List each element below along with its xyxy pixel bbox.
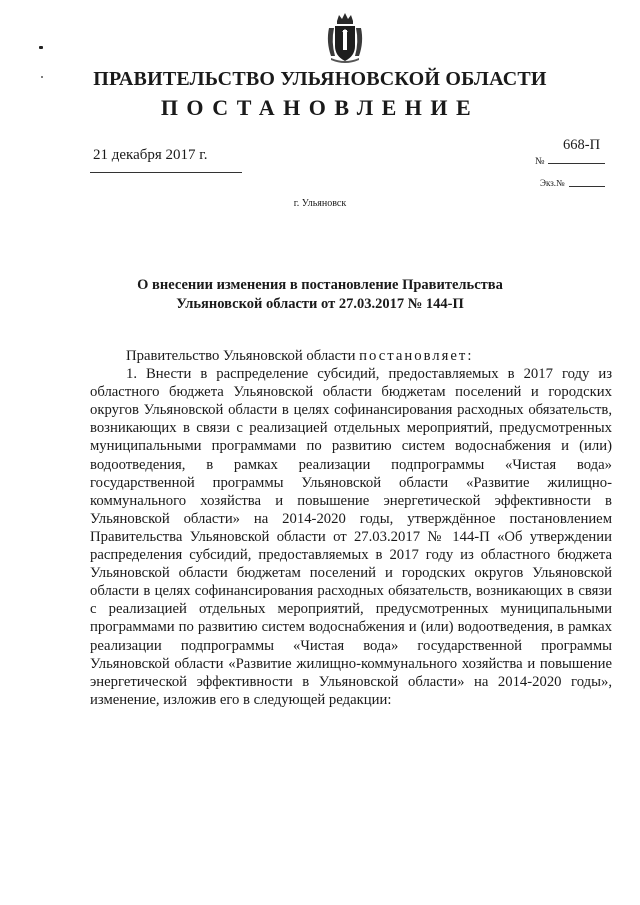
subject-line: Ульяновской области от 27.03.2017 № 144-П	[176, 296, 464, 312]
city-name: г. Ульяновск	[293, 198, 347, 209]
government-title: ПРАВИТЕЛЬСТВО УЛЬЯНОВСКОЙ ОБЛАСТИ	[93, 68, 547, 90]
enacting-clause-verb: постановляет	[359, 348, 468, 364]
date-underline	[90, 172, 242, 173]
resolution-body	[90, 347, 612, 709]
document-type-heading: ПОСТАНОВЛЕНИЕ	[160, 95, 480, 120]
enacting-clause-end: :	[467, 348, 472, 364]
enacting-clause	[90, 347, 612, 365]
coat-of-arms-icon	[325, 12, 365, 64]
number-underline	[548, 163, 605, 164]
paragraph-1: 1. Внести в распределение субсидий, предоставляемых в 2017 году из областного бюджета Ульяновской области бюджетам поселений и городских округов Ульяновской области в целях софинансирования расходных обязательств, возникающих в связи с реализацией отдельных мероприятий, предусмотренных муниципальными программами по развитию систем водоснабжения и (или) водоотведения, в рамках реализации подпрограммы «Чистая вода» государственной программы Ульяновской области «Развитие жилищно-коммунального хозяйства и повышение энергетической эффективности в Ульяновской области» на 2014-2020 годы, утверждённое постановлением Правительства Ульяновской области от 27.03.2017 № 144-П «Об утверждении распределения субсидий, предоставляемых в 2017 году из областного бюджета Ульяновской области бюджетам поселений и городских округов Ульяновской области в целях софинансирования расходных обязательств, возникающих в связи с реализацией отдельных мероприятий, предусмотренных муниципальными программами по развитию систем водоснабжения и (или) водоотведения, в рамках реализации подпрограммы «Чистая вода» государственной программы Ульяновской области «Развитие жилищно-коммунального хозяйства и повышение энергетической эффективности в Ульяновской области» на 2014-2020 годы», изменение, изложив его в следующей редакции:	[90, 366, 612, 708]
scan-speck	[39, 46, 43, 49]
document-number: 668-П	[563, 137, 601, 153]
resolution-subject	[100, 276, 540, 314]
copy-number-label: Экз.№	[540, 178, 565, 188]
number-label: №	[535, 156, 545, 167]
copy-number-underline	[569, 186, 605, 187]
enacting-clause-start: Правительство Ульяновской области	[126, 348, 360, 364]
subject-line: О внесении изменения в постановление Правительства	[137, 277, 503, 293]
document-date: 21 декабря 2017 г.	[93, 147, 208, 163]
